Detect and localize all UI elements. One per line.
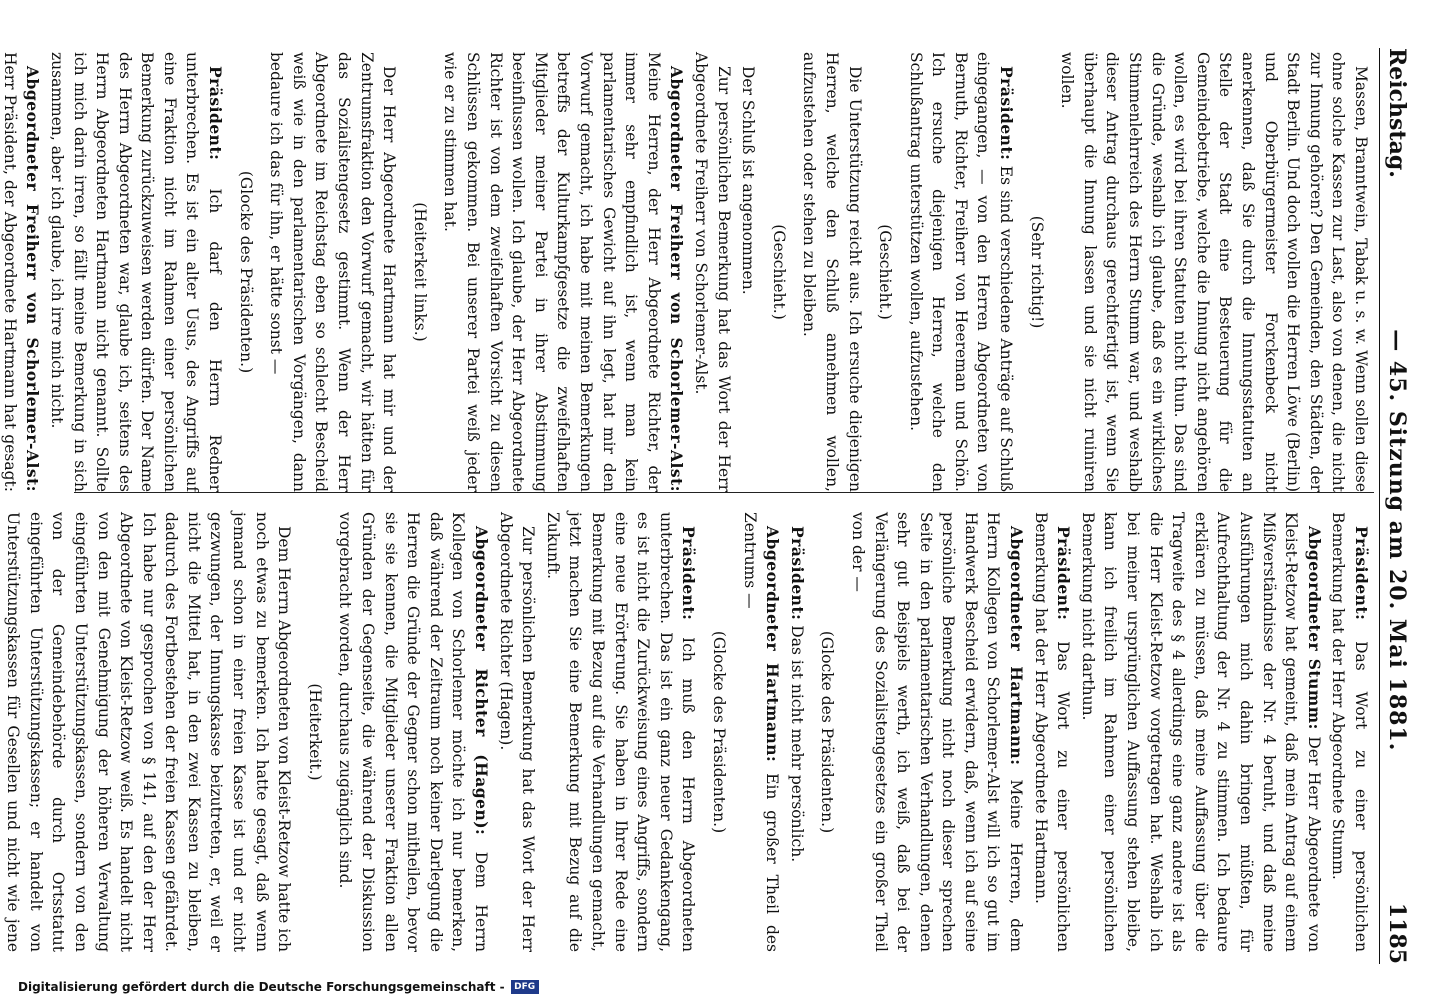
- paragraph: [45, 52, 226, 492]
- paragraph: [1076, 512, 1325, 952]
- paragraph-text: Meine Herren, der Herr Abgeordnete Richter, der immer sehr empfindlich ist, wenn man kein parlamentarisches Gewicht auf ihn legt, hat mir den Vorwurf gemacht, ich habe mit meinen Bemerkungen betreffs der Kulturkampfgesetze die zweifelhaften Mitglieder meiner Partei in ihrer Abstimmung beeinflussen wollen. Ich glaube, der Herr Abgeordnete Richter ist von dem zweifelhaften Vorsicht zu diesen Schlüssen gekommen. Bei unserer Partei weiß jeder wie er zu stimmen hat.: [441, 52, 663, 492]
- footer: [18, 980, 539, 994]
- paragraph: [541, 512, 699, 952]
- paragraph-text: Massen, Branntwein, Tabak u. s. w. Wenn sollen diese ohne solche Kassen zur Last, also von denen, die nicht zur Innung gehören? Den Gemeinden, den Städten, der Stadt Berlin. Und doch wollen die Herren Löwe (Berlin) und Oberbürgermeister Forckenbeck nicht anerkennen, daß Sie durch die Innungsstatuten an Stelle der Stadt eine Besteuerung für die Gemeindebetriebe, welche die Innung nicht angehören wollen, es wird bei ihren Statuten nicht thun. Das sind die Gründe, weshalb ich glaube, daß es ein wirkliches Stimmenlehrreich des Herrn Stumm war, und weshalb dieser Antrag durchaus gerechtfertigt ist, wenn Sie überhaupt die Innung lassen und sie nicht ruiniren wollen.: [1058, 52, 1370, 492]
- paragraph: [0, 52, 43, 492]
- stage-direction: (Heiterkeit links.): [410, 202, 429, 342]
- speaker-name: Abgeordneter Hartmann:: [763, 526, 783, 763]
- header-left: Reichstag.: [1384, 48, 1410, 178]
- paragraph: [689, 52, 734, 492]
- stage-direction: (Glocke des Präsidenten.): [818, 630, 837, 834]
- paragraph: [737, 52, 760, 492]
- speaker-name: Abgeordneter Freiherr von Schorlemer-Alst:: [667, 66, 687, 492]
- paragraph: [846, 512, 1027, 952]
- paragraph: [1056, 52, 1372, 492]
- paragraph-text: Ein großer Theil des Zentrums —: [740, 512, 782, 952]
- right-column: [4, 512, 1372, 953]
- left-column: [0, 52, 1372, 492]
- paragraph: [904, 52, 1017, 492]
- footer-text: Digitalisierung gefördert durch die Deutsche Forschungsgemeinschaft -: [18, 980, 505, 994]
- column-divider: [74, 492, 1374, 493]
- speaker-name: Präsident:: [206, 66, 226, 161]
- paragraph: [439, 52, 688, 492]
- speaker-name: Präsident:: [787, 526, 807, 621]
- speaker-name: Abgeordneter Richter (Hagen):: [472, 526, 492, 836]
- paragraph-text: Es sind verschiedene Anträge auf Schluß eingegangen, — von den Herren Abgeordneten von Bernuth, Richter, Freiherr von Heereman und Schön. Ich ersuche diejenigen Herren, welche den Schlußantrag unterstützen wollen, aufzustehen.: [906, 52, 1016, 492]
- paragraph: [1327, 512, 1372, 952]
- stage-direction: (Glocke des Präsidenten.): [709, 630, 728, 834]
- paragraph-text: Meine Herren, dem Herrn Kollegen von Schorlemer-Alst will ich so gut im Handwerk Bescheid erwidern, daß, wenn ich auf seine persönliche Bemerkung nicht noch dieser sprechen Seite in den parlamentarischen Verhandlungen, denen sehr gut Beispiels werth, ich weiß, daß bei der Verlängerung des Sozialistengesetzes ein großer Theil von der —: [848, 512, 1026, 952]
- paragraph-text: Das Wort zu einer persönlichen Bemerkung hat der Herr Abgeordnete Stumm.: [1329, 512, 1370, 952]
- paragraph-text: Ich darf den Herrn Redner unterbrechen. Es ist ein alter Usus, des Angriffs auf eine Fraktion nicht im Rahmen einer persönlichen Bemerkung zurückzuweisen werden dürfen. Der Name des Herrn Abgeordneten war, glaube ich, seitens des Herrn Abgeordneten Hartmann nicht genannt. Sollte ich mich darin irren, so fällt meine Bemerkung in sich zusammen, aber ich glaube, ich irre mich nicht.: [47, 52, 225, 492]
- paragraph-text: Der Herr Abgeordnete von Kleist-Retzow hat gemeint, daß mein Antrag auf einem Mißverständnisse der Nr. 4 beruht, und daß meine Ausführungen mich dahin bringen müßten, für Aufrechthaltung der Nr. 4 zu stimmen. Ich bedaure erklären zu müssen, daß meine Auffassung über die Tragweite des § 4 allerdings eine ganz andere ist als die Herr Kleist-Retzow vorgetragen hat. Weshalb ich bei meiner ursprünglichen Auffassung stehen bleibe, kann ich freilich im Rahmen einer persönlichen Bemerkung nicht darthun.: [1078, 512, 1323, 952]
- paragraph: [494, 512, 539, 952]
- paragraph-text: Zur persönlichen Bemerkung hat das Wort der Herr Abgeordnete Richter (Hagen).: [496, 512, 538, 952]
- paragraph-text: Das Wort zu einer persönlichen Bemerkung hat der Herr Abgeordnete Hartmann.: [1031, 512, 1073, 952]
- paragraph-text: Das ist nicht mehr persönlich.: [787, 625, 806, 863]
- paragraph-text: Herr Präsident, der Abgeordnete Hartmann hat gesagt:: [0, 52, 19, 492]
- paragraph-text: Zur persönlichen Bemerkung hat das Wort der Herr Abgeordnete Freiherr von Schorlemer-Alst.: [691, 52, 733, 492]
- paragraph: [798, 52, 866, 492]
- stage-direction: (Heiterkeit.): [305, 683, 324, 781]
- page-number: 1185: [1384, 902, 1410, 964]
- stage-direction: (Geschieht.): [876, 224, 895, 320]
- header-title: — 45. Sitzung am 20. Mai 1881.: [1384, 329, 1410, 752]
- speaker-name: Abgeordneter Hartmann:: [1007, 526, 1027, 766]
- paragraph: [785, 512, 808, 952]
- paragraph-text: Dem Herrn Kollegen von Schorlemer möchte ich nur bemerken, daß während der Zeitraum noch keiner Darlegung die Herren die Gründe der Gegner schon mitheilen, bevor sie sie kennen, die Mitglieder unserer Fraktion allen Gründen der Gegenseite, die während der Diskussion vorgebracht worden, durchaus zugänglich sind.: [336, 512, 491, 953]
- paragraph-text: Ich muß den Herrn Abgeordneten unterbrechen. Das ist ein ganz neuer Gedankengang, es ist nicht die Zurückweisung eines Angriffs, sondern eine neue Erörterung. Sie haben in Ihrer Rede eine Bemerkung mit Bezug auf die Verhandlungen gemacht, jetzt machen Sie eine Bemerkung mit Bezug auf die Zukunft.: [543, 512, 698, 952]
- speaker-name: Präsident:: [997, 66, 1017, 161]
- paragraph-text: Dem Herrn Abgeordneten von Kleist-Retzow hatte ich noch etwas zu bemerken. Ich hatte gesagt, daß wenn jemand schon in einer freien Kasse ist und er nicht gezwungen, der Innungskasse beizutreten, er, weil er nicht die Mittel hat, in den zwei Kassen zu bleiben, dadurch des Fortbestehen der freien Kassen gefährdet. Ich habe nur gesprochen von § 141, auf den der Herr Abgeordnete von Kleist-Retzow weiß. Es handelt nicht von den mit Genehmigung der höheren Verwaltung eingeführten Unterstützungskassen, sondern von den von der Gemeindebehörde durch Ortsstatut eingeführten Unterstützungskassen; er handelt von Unterstützungskassen für Gesellen und nicht wie jene: [4, 512, 294, 952]
- speaker-name: Abgeordneter Freiherr von Schorlemer-Alst:: [23, 66, 43, 492]
- paragraph: [738, 512, 783, 952]
- speaker-name: Präsident:: [1352, 526, 1371, 621]
- paragraph: [0, 512, 295, 952]
- stage-direction: (Glocke des Präsidenten.): [236, 170, 255, 374]
- paragraph-text: Die Unterstützung reicht aus. Ich ersuche diejenigen Herren, welche den Schluß annehmen wollen, aufzustehen oder stehen zu bleiben.: [800, 52, 864, 492]
- dfg-logo: DFG: [511, 980, 539, 994]
- speaker-name: Präsident:: [1054, 526, 1074, 621]
- paragraph: [265, 52, 401, 492]
- paragraph: [334, 512, 492, 952]
- page-header: [1379, 48, 1414, 964]
- stage-direction: (Sehr richtig!): [1027, 215, 1046, 329]
- speaker-name: Abgeordneter Stumm:: [1304, 526, 1324, 730]
- paragraph-text: Der Herr Abgeordnete Hartmann hat mir und der Zentrumsfraktion den Vorwurf gemacht, wir hätten für das Sozialistengesetz gestimmt. Wenn der Herr Abgeordnete im Reichstag eben so schlecht Bescheid weiß wie in den parlamentarischen Vorgängen, dann bedaure ich das für ihn, er hätte sonst —: [267, 52, 399, 492]
- paragraph-text: Der Schluß ist angenommen.: [739, 66, 758, 295]
- speaker-name: Präsident:: [679, 526, 699, 621]
- stage-direction: (Geschieht.): [769, 224, 788, 320]
- paragraph: [1029, 512, 1074, 952]
